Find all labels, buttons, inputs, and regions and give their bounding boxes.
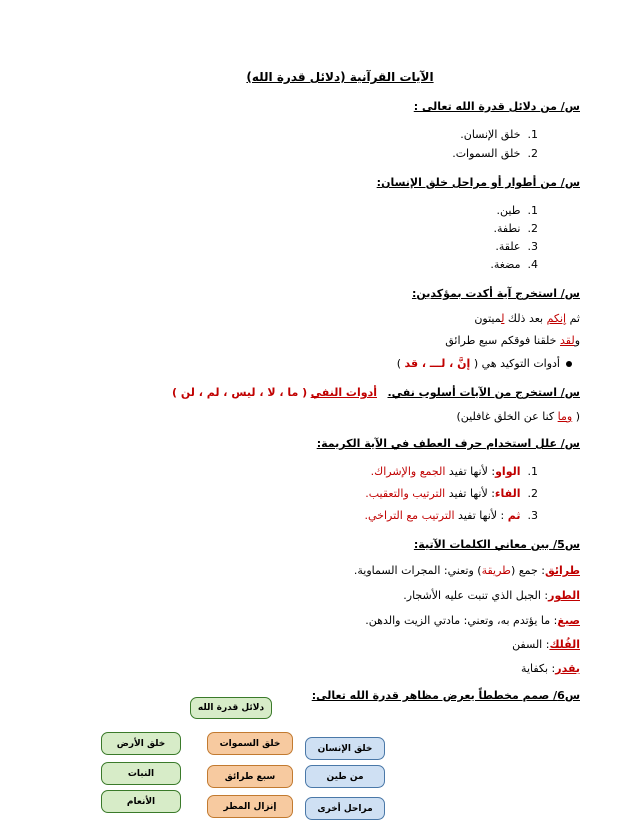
list-item xyxy=(452,147,538,160)
diagram-node-sky-sub: إنزال المطر xyxy=(207,795,293,818)
definition-text: : بكفاية xyxy=(521,662,556,675)
question-7: س6/ صمم مخططاً يعرض مظاهر قدرة الله تعالى: xyxy=(311,689,580,702)
emphasis-word: إنكم xyxy=(546,312,567,325)
definition-line xyxy=(403,589,580,602)
bullet-text: أدوات التوكيد هي ( xyxy=(470,357,560,370)
question-4-line xyxy=(172,386,580,399)
diagram-node-earth-sub: الأنعام xyxy=(101,790,181,813)
emphasis-word: ل xyxy=(501,312,505,325)
question-5: س/ علل استخدام حرف العطف في الآية الكريمة: xyxy=(316,437,580,450)
diagram-node-earth: خلق الأرض xyxy=(101,732,181,755)
emphasis-text: الجمع والإشراك. xyxy=(370,465,446,478)
list-text: نطفة. xyxy=(493,222,521,235)
term: الطور xyxy=(548,589,580,602)
list-item xyxy=(497,204,538,217)
question-4: س/ استخرج من الآيات أسلوب نفي. xyxy=(387,386,580,399)
emphasis-list: إنَّ ، لـــ ، قد xyxy=(404,357,471,370)
diagram-node-sky: خلق السموات xyxy=(207,732,293,755)
list-number: 3. xyxy=(527,509,538,522)
list-number: 2. xyxy=(527,487,538,500)
page-title: الآيات القرآنية (دلائل قدرة الله) xyxy=(246,70,434,84)
definition-text: : جمع ( xyxy=(510,564,545,577)
list-number: 3. xyxy=(527,240,538,253)
question-1: س/ من دلائل قدرة الله تعالى : xyxy=(413,100,580,113)
diagram-node-sky-sub: سبع طرائق xyxy=(207,765,293,788)
emphasis-word: الواو xyxy=(495,465,521,478)
verse-text: ثم xyxy=(566,312,580,325)
verse-text: ( xyxy=(572,410,580,423)
verse-text: و xyxy=(574,334,580,347)
term: طرائق xyxy=(544,564,580,577)
term: بقدر xyxy=(555,662,580,675)
question-3: س/ استخرج آية أكدت بمؤكدين: xyxy=(411,287,580,300)
verse-text: بعد ذلك xyxy=(504,312,547,325)
verse-line xyxy=(445,334,580,347)
list-number: 1. xyxy=(527,204,538,217)
list-text: علقة. xyxy=(495,240,521,253)
list-item xyxy=(495,240,538,253)
bullet-item xyxy=(397,357,572,370)
emphasis-text: الترتيب مع التراخي. xyxy=(364,509,455,522)
list-text: مضغة. xyxy=(490,258,521,271)
list-item xyxy=(493,222,538,235)
definition-text: ) وتعني: المجرات السماوية. xyxy=(353,564,482,577)
definition-line xyxy=(521,662,580,675)
list-number: 2. xyxy=(527,222,538,235)
verse-text: ميتون xyxy=(474,312,502,325)
emphasis-text: الترتيب والتعقيب. xyxy=(365,487,446,500)
diagram-node-human-sub: مراحل أخرى xyxy=(305,797,385,820)
definition-line xyxy=(354,564,580,577)
emphasis-word: وما xyxy=(557,410,573,423)
list-item xyxy=(490,258,538,271)
definition-line xyxy=(365,614,580,627)
list-item xyxy=(371,465,538,478)
diagram-root-node: دلائل قدرة الله xyxy=(190,697,272,719)
list-text: خلق الإنسان. xyxy=(460,128,521,141)
list-text: : لأنها تفيد xyxy=(445,465,496,478)
list-number: 4. xyxy=(527,258,538,271)
list-text: خلق السموات. xyxy=(452,147,521,160)
term: الفُلك xyxy=(549,638,580,651)
list-text: : لأنها تفيد xyxy=(454,509,508,522)
list-text: طين. xyxy=(496,204,521,217)
diagram-node-human: خلق الإنسان xyxy=(305,737,385,760)
emphasis-word: طريقة xyxy=(481,564,511,577)
definition-text: : السفن xyxy=(512,638,550,651)
definition-text: : الجبل الذي تنبت عليه الأشجار. xyxy=(403,589,549,602)
diagram-node-human-sub: من طين xyxy=(305,765,385,788)
term: صبغ xyxy=(557,614,580,627)
list-number: 1. xyxy=(527,465,538,478)
diagram-node-earth-sub: النبات xyxy=(101,762,181,785)
question-6: س5/ بين معاني الكلمات الآتية: xyxy=(413,538,580,551)
list-number: 2. xyxy=(527,147,538,160)
negation-label: أدوات النفي xyxy=(310,386,377,399)
list-item xyxy=(365,487,538,500)
verse-line xyxy=(456,410,580,423)
list-number: 1. xyxy=(527,128,538,141)
verse-line xyxy=(474,312,580,325)
bullet-text: ) xyxy=(396,357,405,370)
emphasis-word: الفاء xyxy=(494,487,521,500)
emphasis-word: لقد xyxy=(559,334,575,347)
verse-text: خلقنا فوقكم سبع طرائق xyxy=(445,334,560,347)
list-item xyxy=(460,128,538,141)
bullet-icon xyxy=(566,361,572,367)
definition-text: : ما يؤتدم به، وتعني: مادتي الزيت والدهن. xyxy=(365,614,558,627)
negation-list: ( ما ، لا ، ليس ، لم ، لن ) xyxy=(172,386,308,399)
list-text: : لأنها تفيد xyxy=(445,487,495,500)
verse-text: كنا عن الخلق غافلين) xyxy=(456,410,558,423)
question-2: س/ من أطوار أو مراحل خلق الإنسان: xyxy=(376,176,580,189)
definition-line xyxy=(512,638,580,651)
emphasis-word: ثم xyxy=(507,509,521,522)
list-item xyxy=(365,509,538,522)
